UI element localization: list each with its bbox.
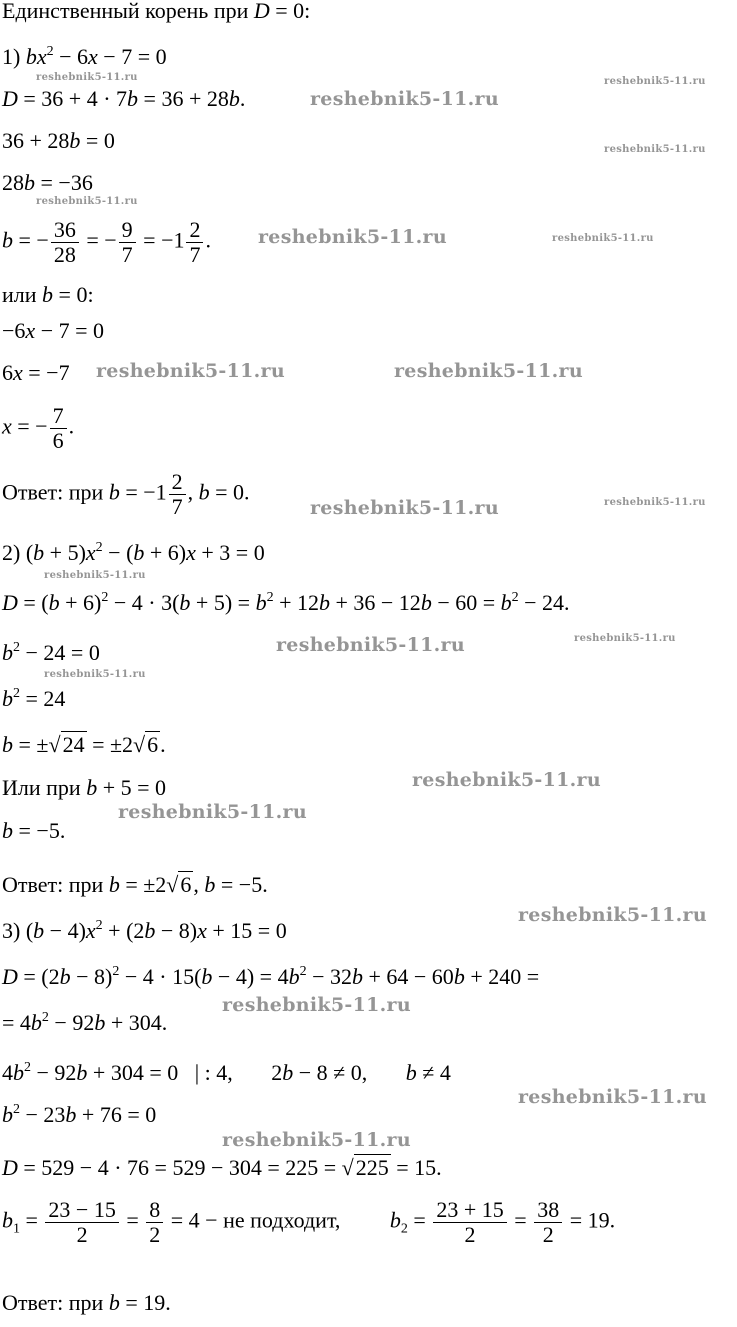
math-line: или b = 0: [2,282,94,307]
watermark: reshebnik5-11.ru [574,633,676,644]
math-line: $D = (2b - 8)^2 - 4 \cdot 15(b - 4) = 4b^2 - 32b + 64 - 60b + 240$ = [2,964,540,989]
math-line: b = − $\frac{36}{28}$ = − $\frac{9}{7}$ = −1 $\frac{2}{7}$ . [2,217,211,267]
math-line: 2) $(b + 5)x^2 - (b + 6)x + 3 = 0$ [2,540,265,565]
answer-line: Ответ: при b = −1 $\frac{2}{7}$ , b = 0. [2,469,250,519]
math-line: $b^2 - 24 = 0$ [2,640,100,665]
watermark: reshebnik5-11.ru [604,144,706,155]
math-line: = $4b^2 - 92b + 304$. [2,1010,168,1035]
math-line: $b^2 = 24$ [2,686,66,711]
math-line: 28b = −36 [2,170,93,195]
math-line: $4b^2 - 92b + 304 = 0$ | : 4, 2b − 8 ≠ 0, b ≠ 4 [2,1060,451,1085]
math-line: b = ±√24 = ±2√6. [2,732,166,757]
math-line: Единственный корень при D = 0: [2,0,311,23]
watermark: reshebnik5-11.ru [412,769,601,791]
watermark: reshebnik5-11.ru [604,76,706,87]
math-line: $D = (b + 6)^2 - 4 \cdot 3(b + 5) = b^2 + 12b + 36 - 12b - 60 = b^2 - 24$. [2,590,570,615]
watermark: reshebnik5-11.ru [394,360,583,382]
watermark: reshebnik5-11.ru [276,634,465,656]
math-line: D = 36 + 4 · 7b = 36 + 28b. [2,86,246,111]
math-line: D = 529 − 4 · 76 = 529 − 304 = 225 = √225 = 15. [2,1155,442,1180]
watermark: reshebnik5-11.ru [310,497,499,519]
math-line: 36 + 28b = 0 [2,128,115,153]
watermark: reshebnik5-11.ru [96,360,285,382]
watermark: reshebnik5-11.ru [518,1086,707,1108]
watermark: reshebnik5-11.ru [44,570,146,581]
math-line: x = − $\frac{7}{6}$ . [2,403,75,453]
math-line: b = −5. [2,818,66,843]
math-line: −6x − 7 = 0 [2,318,105,343]
watermark: reshebnik5-11.ru [258,226,447,248]
watermark: reshebnik5-11.ru [518,904,707,926]
watermark: reshebnik5-11.ru [44,669,146,680]
watermark: reshebnik5-11.ru [222,994,411,1016]
math-line: 6x = −7 [2,360,70,385]
answer-line: Ответ: при b = ±2√6, b = −5. [2,872,268,897]
answer-line: Ответ: при b = 19. [2,1290,171,1315]
watermark: reshebnik5-11.ru [310,88,499,110]
math-line: 1) $bx^2 - 6x - 7 = 0$ [2,44,167,69]
math-line: 3) $(b - 4)x^2 + (2b - 8)x + 15 = 0$ [2,918,287,943]
math-line: $b^2 - 23b + 76 = 0$ [2,1102,157,1127]
watermark: reshebnik5-11.ru [552,233,654,244]
watermark: reshebnik5-11.ru [604,497,706,508]
watermark: reshebnik5-11.ru [36,196,138,207]
watermark: reshebnik5-11.ru [118,801,307,823]
math-line: Или при b + 5 = 0 [2,775,167,800]
math-line: $b_1$ = $\frac{23 - 15}{2}$ = $\frac{8}{2}$ = 4 − не подходит, $b_2$ = $\frac{23 + 15}{2}$ = $\frac{38}{2}$ = 19. [2,1197,616,1247]
watermark: reshebnik5-11.ru [36,72,138,83]
watermark: reshebnik5-11.ru [222,1129,411,1151]
